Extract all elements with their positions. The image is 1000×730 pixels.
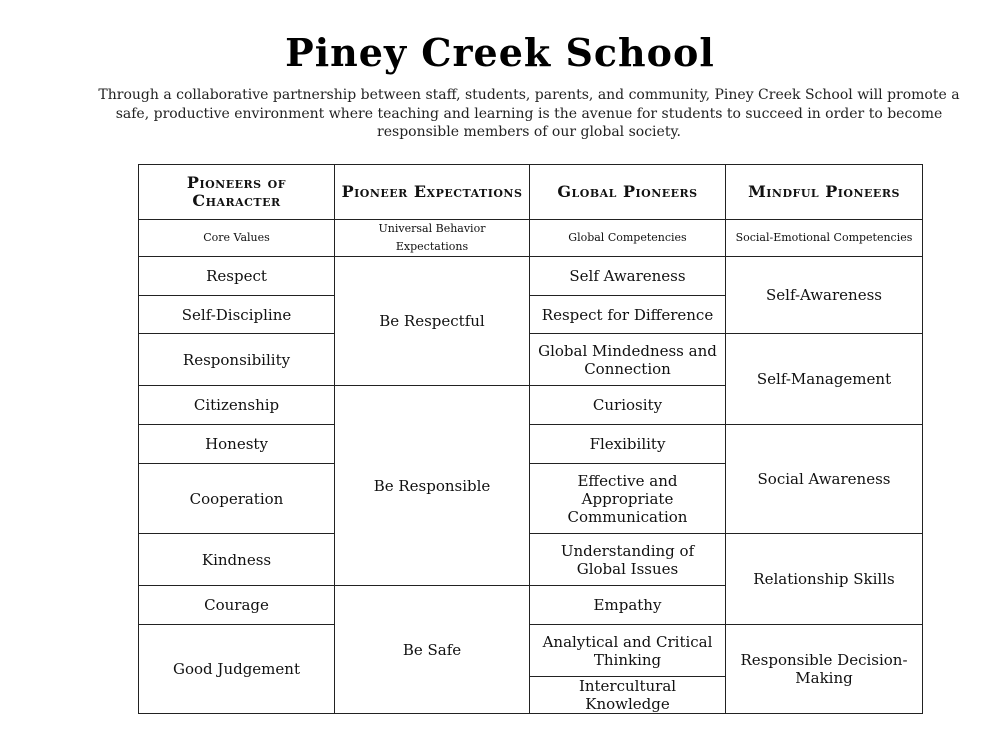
global-competency-cell: Flexibility <box>530 425 726 464</box>
core-value-cell: Citizenship <box>139 386 335 425</box>
sel-competency-cell: Self-Awareness <box>726 257 923 334</box>
header-row <box>139 165 923 220</box>
subheader-core-values: Core Values <box>139 220 335 257</box>
subheader-sel-competencies: Social-Emotional Competencies <box>726 220 923 257</box>
expectation-cell: Be Safe <box>335 586 530 714</box>
subheader-row <box>139 220 923 257</box>
page-title: Piney Creek School <box>285 30 715 75</box>
sel-competency-cell: Relationship Skills <box>726 534 923 625</box>
header-global-pioneers: Global Pioneers <box>530 165 726 220</box>
header-mindful-pioneers: Mindful Pioneers <box>726 165 923 220</box>
core-value-cell: Kindness <box>139 534 335 586</box>
table-row <box>139 334 923 386</box>
table-row <box>139 257 923 296</box>
mission-statement: Through a collaborative partnership between staff, students, parents, and community, Piney Creek School will promote a safe, productive environment where teaching and learning is the avenue for students to succeed in order to become responsible members of our global society. <box>98 87 960 140</box>
global-competency-cell: Curiosity <box>530 386 726 425</box>
core-value-cell: Cooperation <box>139 464 335 534</box>
global-competency-cell: Understanding of Global Issues <box>530 534 726 586</box>
header-pioneer-expectations: Pioneer Expectations <box>335 165 530 220</box>
table-row <box>139 534 923 586</box>
sel-competency-cell: Responsible Decision-Making <box>726 625 923 714</box>
core-value-cell: Responsibility <box>139 334 335 386</box>
core-value-cell: Respect <box>139 257 335 296</box>
expectation-cell: Be Respectful <box>335 257 530 386</box>
table-row <box>139 425 923 464</box>
subheader-global-competencies: Global Competencies <box>530 220 726 257</box>
header-pioneers-of-character: Pioneers of Character <box>139 165 335 220</box>
global-competency-cell: Analytical and Critical Thinking <box>530 625 726 677</box>
global-competency-cell: Self Awareness <box>530 257 726 296</box>
subheader-behavior-expectations: Universal Behavior Expectations <box>335 220 530 257</box>
table-row <box>139 625 923 677</box>
global-competency-cell: Intercultural Knowledge <box>530 677 726 714</box>
global-competency-cell: Effective and Appropriate Communication <box>530 464 726 534</box>
core-value-cell: Courage <box>139 586 335 625</box>
competencies-table <box>138 164 923 714</box>
global-competency-cell: Empathy <box>530 586 726 625</box>
core-value-cell: Good Judgement <box>139 625 335 714</box>
global-competency-cell: Respect for Difference <box>530 296 726 334</box>
core-value-cell: Honesty <box>139 425 335 464</box>
global-competency-cell: Global Mindedness and Connection <box>530 334 726 386</box>
expectation-cell: Be Responsible <box>335 386 530 586</box>
sel-competency-cell: Social Awareness <box>726 425 923 534</box>
sel-competency-cell: Self-Management <box>726 334 923 425</box>
core-value-cell: Self-Discipline <box>139 296 335 334</box>
